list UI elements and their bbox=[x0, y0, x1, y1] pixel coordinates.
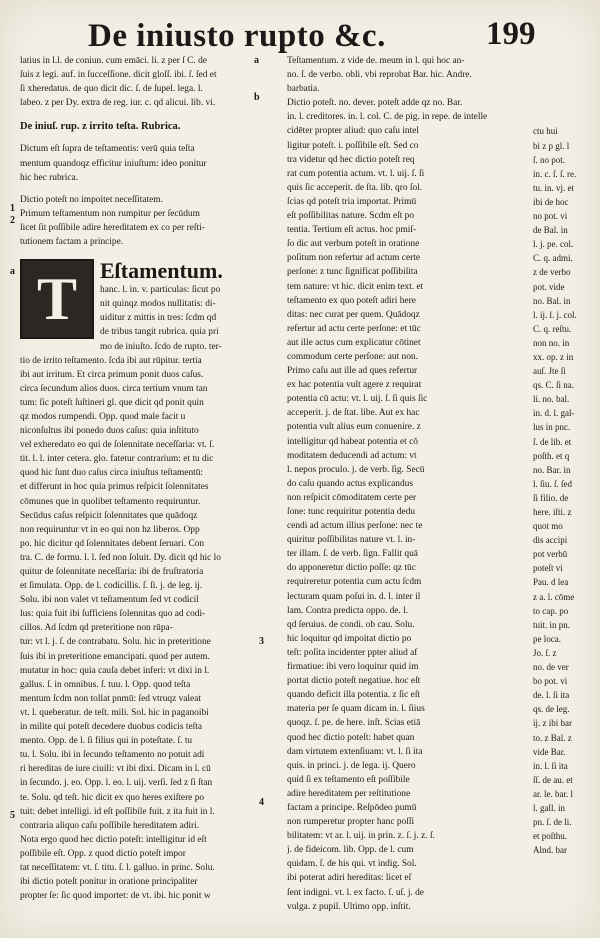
text-line: cōmunes que in quolibet teſtamento requiruntur. bbox=[20, 496, 201, 507]
gutter-number-3: 3 bbox=[259, 636, 264, 647]
text-line: mentum quandoqz efficitur iniuſtum: ideo ponitur bbox=[20, 158, 207, 169]
text-line: propter ſe: ſic quod importet: de vt. ibi. hic ponit w bbox=[20, 891, 211, 902]
text-line: potentia cū actu: vt. l. uij. ſ. ſi quis ſic bbox=[287, 394, 428, 405]
text-line: firmatiue: ibi vero loquitur quid im bbox=[287, 662, 419, 673]
opening-lines bbox=[20, 54, 266, 110]
note-line: ſ. de lib. et bbox=[533, 436, 572, 447]
note-line: quot mo bbox=[533, 521, 563, 532]
text-line: et ſimulata. Opp. de l. codicillis. ſ. ſi. j. de leg. ij. bbox=[20, 581, 203, 592]
text-line: tra. C. de formu. l. l. ſed non ſoluit. Dy. dicit qd hic lo bbox=[20, 552, 221, 563]
note-line: xx. op. z in bbox=[533, 351, 574, 362]
text-line: ligitur poteſt. i. poſſibile eſt. Sed co bbox=[287, 140, 419, 151]
initial-paragraph-text bbox=[100, 259, 266, 353]
text-line: ex hac potentia vult agere z requirat bbox=[287, 380, 422, 391]
note-line: Jo. ſ. z bbox=[533, 647, 557, 658]
text-line: non requiruntur vt in eo qui non hz liberos. Opp bbox=[20, 524, 200, 535]
text-line: mento. Opp. de l. ſi filius qui in poteſtate. ſ. tu bbox=[20, 736, 193, 747]
text-line: do apponeretur dictio poſſe: qz tūc bbox=[287, 563, 416, 574]
note-line: z de verbo bbox=[533, 267, 571, 278]
text-line: eſt poſſibilitas nature. Scdm eſt po bbox=[287, 211, 415, 222]
text-line: uiditur z mittis in tres: ſcdm qd bbox=[100, 313, 217, 324]
text-line: dam virtutem extenſiuam: vt. l. ſi ita bbox=[287, 746, 423, 757]
text-line: in. l. creditores. in. l. col. C. de pig. in repe. de intelle bbox=[287, 112, 488, 123]
note-line: non no. in bbox=[533, 337, 570, 348]
text-line: poſſibile eſt. Opp. z quod dictio poteſt impor bbox=[20, 848, 186, 859]
text-line: ſcias qd poteſt tria importat. Primū bbox=[287, 196, 417, 207]
text-line: potentia vult alius eum conuenire. z bbox=[287, 422, 421, 433]
text-line: ibi poterat adiri hereditas: licet eſ bbox=[287, 873, 412, 884]
text-line: mo de iniuſto. ſcdo de rupto. ter- bbox=[100, 341, 222, 352]
text-line: vulga. z pupil. Ultimo opp. inſtit. bbox=[287, 901, 411, 912]
text-line: barbatia. bbox=[287, 84, 320, 95]
note-line: qs. de leg. bbox=[533, 704, 570, 715]
note-line: in. l. ſi ita bbox=[533, 760, 568, 771]
rubric-text bbox=[20, 142, 266, 184]
text-line: l. nepos proculo. j. de verb. ſig. Secū bbox=[287, 464, 425, 475]
text-line: tentia. Tertium eſt actus. hoc pmiſ- bbox=[287, 225, 417, 236]
text-line: tat neceſſitatem: vt. ſ. titu. ſ. l. galluo. in princ. Solu. bbox=[20, 862, 215, 873]
text-line: teſtamento ex quo poteſt adiri here bbox=[287, 295, 416, 306]
text-line: tit. l. l. inter cetera. glo. fatetur contrarium: et tu dic bbox=[20, 454, 214, 465]
text-line: rat cum potentia actum. vt. l. uij. ſ. ſi bbox=[287, 168, 425, 179]
text-line: lus: quia fuit ibi ſufficiens ſolennitas quo ad codi- bbox=[20, 609, 206, 620]
text-line: niconſultus ibi ponedo duos caſus: quia inſtituto bbox=[20, 426, 199, 437]
text-line: acceperit. j. de ſtat. libe. Aut ex hac bbox=[287, 408, 420, 419]
text-line: ri hereditas de iure ciuili: vt ibi dixi. Dicam in l. cū bbox=[20, 764, 211, 775]
note-line: lus in pnc. bbox=[533, 422, 571, 433]
text-line: contraria aliquo caſu poſſibile hereditatem adiri. bbox=[20, 820, 200, 831]
note-line: et poſthu. bbox=[533, 831, 567, 842]
text-line: poſitum non refertur ad actum certe bbox=[287, 253, 421, 264]
text-line: hanc. l. in. v. particulas: ſicut po bbox=[100, 285, 221, 296]
note-line: pot verbū bbox=[533, 549, 568, 560]
text-line: ditas: nec curat per quem. Quādoqz bbox=[287, 309, 420, 320]
rubric-title: De iniuſ. rup. z irrito teſta. Rubrica. bbox=[20, 121, 181, 133]
text-line: quando deficit illa potentia. z ſic eſt bbox=[287, 690, 421, 701]
note-line: l. ſiu. ſ. ſed bbox=[533, 478, 572, 489]
text-line: tum: ſic poteſt ſuſtineri gl. que dicit qd ponit quin bbox=[20, 397, 204, 408]
text-line: intelligitur qd habeat potentia et cō bbox=[287, 436, 418, 447]
note-line: here. iſti. z bbox=[533, 507, 572, 517]
text-line: materia per ſe quam dicam in. l. ſiius bbox=[287, 704, 425, 715]
text-line: portat dictio poteſt negatiue. hoc eſt bbox=[287, 676, 421, 687]
text-line: ſuis ibi in preteritione emancipati. quod per autem. bbox=[20, 651, 210, 662]
text-line: quiritur poſſibilitas nature vt. l. in- bbox=[287, 535, 416, 546]
running-title: De iniusto rupto &c. bbox=[88, 18, 386, 54]
note-line: z a. l. cōme bbox=[533, 591, 575, 602]
text-line: quod hec dictio poteſt: habet quan bbox=[287, 732, 415, 743]
note-line: qs. C. ſi na. bbox=[533, 380, 575, 391]
note-line: ſi filio. de bbox=[533, 492, 569, 503]
note-line: poteſt vi bbox=[533, 563, 563, 574]
text-line: po. hic dicitur qd ſolennitates debent ſeruari. Con bbox=[20, 538, 205, 549]
text-line: hic hec rubrica. bbox=[20, 172, 79, 183]
text-line: mentum ſcdm non tollat pnmū: ſed vtruqz valeat bbox=[20, 693, 201, 704]
note-line: pe loca. bbox=[533, 633, 561, 644]
text-line: ibi dictio poteſt ponitur in oratione principaliter bbox=[20, 877, 198, 888]
text-line: Primum teſtamentum non rumpitur per ſecūdum bbox=[20, 208, 200, 219]
text-line: moditatem deducendi ad actum: vt bbox=[287, 450, 417, 461]
text-line: Teſtamentum. z vide de. meum in l. qui hoc an- bbox=[287, 56, 465, 66]
marginal-notes bbox=[533, 124, 587, 913]
text-line: quis. in princi. j. de lega. ij. Quero bbox=[287, 760, 416, 771]
right-top-lines bbox=[287, 54, 587, 124]
right-body bbox=[287, 124, 587, 913]
note-line: C. q. admi. bbox=[533, 253, 573, 264]
text-line: et differunt in hoc quia primus reſpicit ſolennitates bbox=[20, 482, 209, 493]
text-line: ſuis z legi. auf. in ſucceſſione. dicit gloſſ. ibi. ſ. ſed et bbox=[20, 70, 217, 81]
note-line: ctu hui bbox=[533, 126, 558, 137]
note-line: Pau. d lea bbox=[533, 577, 569, 588]
note-line: tu. in. vj. et bbox=[533, 182, 574, 193]
text-line: tio de irrito teſtamento. ſcda ibi aut rūpitur. tertia bbox=[20, 355, 202, 366]
text-line: ſent indigni. vt. l. ex facto. ſ. uſ. j. de bbox=[287, 887, 424, 898]
text-line: aut ille actus cum explicatur cōtinet bbox=[287, 337, 421, 348]
text-line: adire hereditatem per reſtitutione bbox=[287, 788, 411, 799]
text-line: tur: vt l. j. ſ. de contrabatu. Solu. hic in preteritione bbox=[20, 637, 211, 648]
text-line: tutionem factam a principe. bbox=[20, 237, 124, 248]
note-line: ibi de hoc bbox=[533, 196, 569, 207]
note-line: no. Bal. in bbox=[533, 295, 571, 306]
note-line: bo pot. vi bbox=[533, 676, 568, 687]
note-line: de. l. ſi ita bbox=[533, 690, 570, 701]
text-line: qd ſeruius. de condi. ob cau. Solu. bbox=[287, 619, 415, 630]
text-line: ſone: tunc requiritur potentia dedu bbox=[287, 507, 416, 517]
left-column bbox=[20, 54, 266, 926]
note-line: l. gall. in bbox=[533, 802, 565, 813]
text-line: Secūdus caſus reſpicit ſolennitates que quādoqz bbox=[20, 510, 198, 521]
note-line: pot. vide bbox=[533, 281, 565, 292]
note-line: pn. ſ. de li. bbox=[533, 817, 572, 828]
text-line: latius in l.l. de coniun. cum emāci. li. z per ſ C. de bbox=[20, 56, 207, 66]
commentary-main-text bbox=[287, 124, 527, 913]
decorated-initial: T bbox=[20, 259, 94, 339]
gutter-number-4: 4 bbox=[259, 797, 264, 808]
note-line: auſ. Jte ſi bbox=[533, 366, 566, 377]
text-line: do caſu quando actus explicandus bbox=[287, 478, 414, 489]
right-column bbox=[287, 54, 587, 926]
gutter-number-2: 2 bbox=[10, 215, 15, 226]
text-line: Solu. ibi non valet vt teſtamentum ſed vt codicil bbox=[20, 595, 199, 606]
note-line: to. z Bal. z bbox=[533, 732, 572, 743]
text-line: ſo dic aut verbum poteſt in oratione bbox=[287, 239, 420, 250]
gutter-letter-a-mid: a bbox=[10, 266, 15, 277]
note-line: poſth. et q bbox=[533, 450, 570, 461]
note-line: tuit. in pn. bbox=[533, 619, 571, 630]
text-line: cendi ad actum illius perſone: nec te bbox=[287, 521, 423, 532]
note-line: in. d. l. gal- bbox=[533, 408, 575, 419]
note-line: vide Bar. bbox=[533, 746, 566, 757]
text-line: te. Solu. qd teſt. hic dicit ex quo heres exiſtere po bbox=[20, 792, 205, 803]
commentary-body bbox=[20, 354, 266, 904]
text-line: tra videtur qd hec dictio poteſt req bbox=[287, 154, 415, 165]
text-line: hic loquitur qd impoitat dictio po bbox=[287, 633, 412, 644]
note-line: ar. le. bar. l bbox=[533, 788, 573, 799]
note-line: bi z p gl. l bbox=[533, 140, 570, 151]
text-line: Dictum eſt ſupra de teſtamentis: verū quia teſta bbox=[20, 144, 195, 155]
text-line: j. de fideicom. lib. Opp. de l. cum bbox=[287, 845, 414, 856]
text-line: Dictio poteſt no impoitet neceſſitatem. bbox=[20, 194, 163, 205]
text-line: no. ſ. de verbo. obli. vbi reprobat Bar. hic. Andre. bbox=[287, 70, 472, 81]
page-number: 199 bbox=[486, 16, 536, 52]
text-line: circa ſecundum alios duos. circa tertium vnum tan bbox=[20, 383, 208, 394]
note-line: ſſ. de au. et bbox=[533, 774, 573, 785]
note-line: dis accipi bbox=[533, 535, 568, 546]
text-line: in ſecundo. j. eo. Opp. l. eo. l. uij. verſi. ſed z ſi ſtan bbox=[20, 778, 213, 789]
note-line: no pot. vi bbox=[533, 211, 568, 222]
text-line: quod hic ſunt duo caſus circa iniuſtus teſtamentū: bbox=[20, 468, 204, 479]
text-line: commodum certe perſone: aut non. bbox=[287, 351, 418, 362]
text-line: Dictio poteſt. no. dever. poteſt adde qz no. Bar. bbox=[287, 98, 463, 109]
note-line: l. j. pe. col. bbox=[533, 239, 574, 250]
text-line: mutatur in hoc: quia cauſa debet inferi: vt dixi in l. bbox=[20, 665, 210, 676]
initial-paragraph bbox=[20, 259, 266, 353]
gutter-number-1: 1 bbox=[10, 203, 15, 214]
text-line: gallus. ſ. in omnibus. ſ. tuu. l. Opp. quod teſta bbox=[20, 679, 191, 690]
text-line: quidam. ſ. de his qui. vt indig. Sol. bbox=[287, 859, 417, 870]
text-line: de tribus tangit rubrica. quia pri bbox=[100, 327, 219, 338]
note-line: in. c. ſ. ſ. re. bbox=[533, 168, 577, 179]
text-line: non rumperetur propter hanc poſſi bbox=[287, 817, 415, 828]
text-line: perſone: z tunc ſignificat poſſibilita bbox=[287, 267, 418, 278]
text-line: ſi xheredatus. de quo dicit dic. ſ. de ſupel. lega. l. bbox=[20, 84, 203, 95]
gutter-number-5: 5 bbox=[10, 810, 15, 821]
text-line: lam. Contra predicta oppo. de. l. bbox=[287, 605, 409, 616]
text-line: teſt: poſita incidenter ppter aliud af bbox=[287, 647, 418, 658]
text-line: vel exheredato eo qui de ſolennitate neceſſaria: vt. ſ. bbox=[20, 440, 215, 451]
text-line: requireretur potentia cum actu ſcdm bbox=[287, 577, 422, 588]
text-line: in milite qui poteſt decedere duobus codicis teſta bbox=[20, 722, 202, 733]
text-line: quis ſic acceperit. de ſta. lib. qro ſol. bbox=[287, 182, 423, 193]
note-line: li. no. bal. bbox=[533, 394, 570, 405]
display-word: Eſtamentum. bbox=[100, 259, 223, 284]
text-line: nit quinqz modos nullitatis: di- bbox=[100, 299, 216, 310]
summary-notes bbox=[20, 193, 266, 249]
text-line: licet ſit poſſibile adire hereditatem ex co per reſti- bbox=[20, 222, 205, 233]
text-line: bilitatem: vt ar. l. uij. in prin. z. ſ. j. z. ſ. bbox=[287, 831, 435, 842]
text-line: vt. l. queberatur. de teſt. mili. Sol. hic in paganoibi bbox=[20, 707, 209, 718]
text-line: lecturam quam poſui in. d. l. inter il bbox=[287, 591, 421, 602]
note-line: no. de ver bbox=[533, 662, 569, 673]
text-line: Primo caſu aut ille ad ques refertur bbox=[287, 366, 418, 377]
text-line: labeo. z per Dy. extra de reg. iur. c. qd alicui. lib. vi. bbox=[20, 98, 216, 109]
gutter-letter-b: b bbox=[254, 92, 260, 103]
text-line: quitur de ſolennitate neceſſaria: ibi de fruſtratoria bbox=[20, 567, 204, 577]
text-line: quoqz. ſ. pe. de here. inſt. Scias etiā bbox=[287, 718, 421, 729]
text-line: quid ſi ex teſtamento eſt poſſibile bbox=[287, 774, 410, 785]
note-line: l. ij. l. j. col. bbox=[533, 309, 577, 320]
note-line: Alnd. bar bbox=[533, 845, 567, 856]
text-line: non reſpicit cōmoditatem certe per bbox=[287, 492, 417, 503]
text-line: qz modos rumpendi. Opp. quod male facit u bbox=[20, 411, 186, 422]
gutter-letter-a: a bbox=[254, 55, 259, 66]
text-line: tem nature: vt hic. dicit enim text. et bbox=[287, 281, 424, 292]
text-line: Nota ergo quod hec dictio poteſt: intelligitur id eſt bbox=[20, 834, 207, 845]
text-line: tu. l. Solu. ibi in ſecundo teſtamento no potuit adi bbox=[20, 750, 205, 761]
text-line: ter illam. ſ. de verb. ſign. Fallit quā bbox=[287, 549, 418, 560]
text-line: cidēter propter aliud: quo caſu intel bbox=[287, 126, 419, 137]
note-line: C. q. reſtu. bbox=[533, 323, 572, 334]
text-line: refertur ad actu certe perſone: et tūc bbox=[287, 323, 421, 334]
note-line: no. Bar. in bbox=[533, 464, 571, 475]
note-line: ij. z ibi bar bbox=[533, 718, 572, 729]
text-line: tuit: debet intelligi. id eſt poſſibile fuit. z ita fuit in l. bbox=[20, 806, 215, 817]
note-line: ſ. no pot. bbox=[533, 154, 566, 165]
text-line: factam a principe. Reſpōdeo pumū bbox=[287, 802, 417, 813]
note-line: de Bal. in bbox=[533, 225, 568, 236]
text-line: ibi aut irritum. Et circa primum ponit duos caſus. bbox=[20, 369, 204, 380]
note-line: to cap. po bbox=[533, 605, 569, 616]
text-line: cillos. Ad ſcdm qd preteritione non rūpa- bbox=[20, 623, 173, 634]
